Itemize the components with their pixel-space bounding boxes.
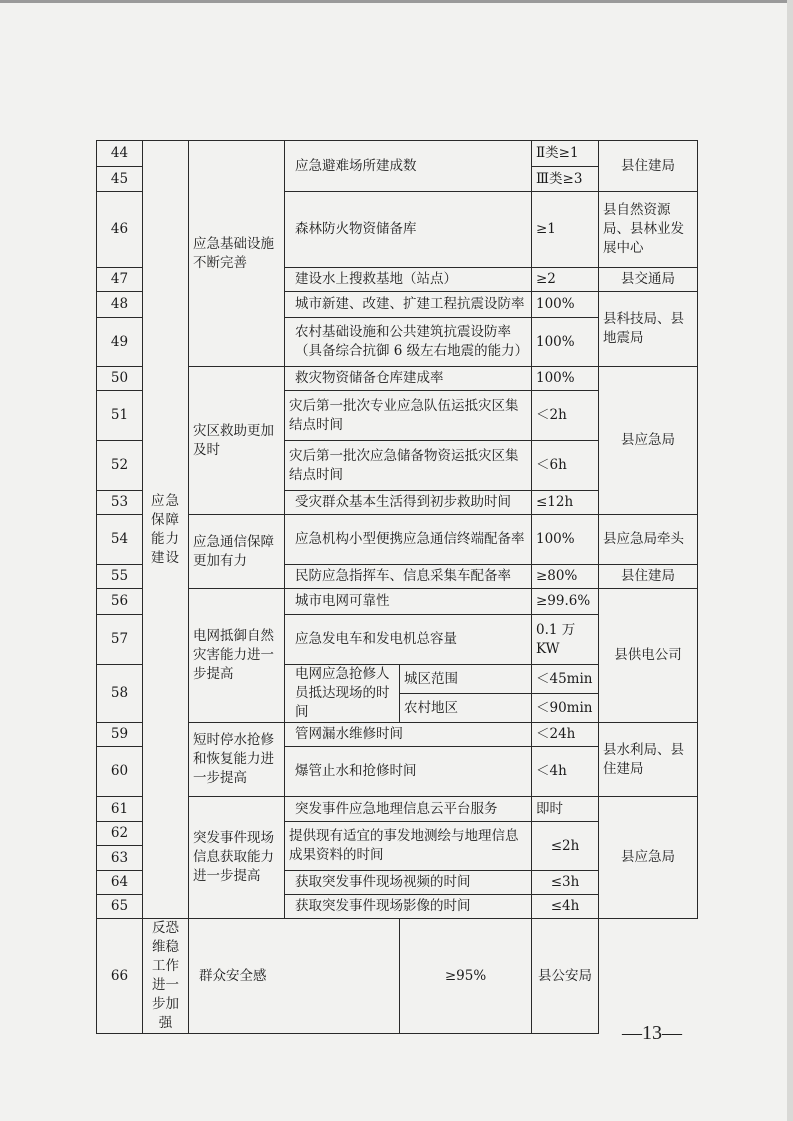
department-cell: 县供电公司 [599,589,698,723]
department-cell: 县应急局牵头 [599,515,698,565]
indicator-cell: 电网应急抢修人员抵达现场的时间 [285,665,400,723]
target-cell: Ⅱ类≥1 [532,141,599,167]
indicator-cell: 城市电网可靠性 [285,589,532,615]
target-cell: Ⅲ类≥3 [532,167,599,192]
indicator-cell: 建设水上搜救基地（站点） [285,268,532,292]
target-cell: 即时 [532,797,599,822]
indicator-cell: 应急发电车和发电机总容量 [285,615,532,665]
target-cell: ＜90min [532,694,599,723]
target-cell: ≥99.6% [532,589,599,615]
subcategory-cell: 电网抵御自然灾害能力进一步提高 [189,589,285,723]
subcategory-cell: 应急基础设施不断完善 [189,141,285,367]
department-cell: 县住建局 [599,141,698,192]
row-number: 47 [97,268,143,292]
target-cell: ≥2 [532,268,599,292]
department-cell: 县应急局 [599,367,698,515]
department-cell: 县住建局 [599,565,698,589]
row-number: 64 [97,871,143,895]
indicator-cell: 救灾物资储备仓库建成率 [285,367,532,391]
subcategory-cell: 短时停水抢修和恢复能力进一步提高 [189,723,285,797]
target-cell: ≥95% [400,919,532,1034]
subcategory-cell: 反恐维稳工作进一步加强 [143,919,189,1034]
target-cell: ＜6h [532,441,599,491]
row-number: 60 [97,747,143,797]
indicator-cell: 灾后第一批次应急储备物资运抵灾区集结点时间 [285,441,532,491]
target-cell: ＜45min [532,665,599,694]
indicator-cell: 应急避难场所建成数 [285,141,532,192]
indicator-cell: 获取突发事件现场影像的时间 [285,895,532,919]
subcategory-cell: 应急通信保障更加有力 [189,515,285,589]
indicator-cell: 灾后第一批次专业应急队伍运抵灾区集结点时间 [285,391,532,441]
target-cell: 100% [532,367,599,391]
target-cell: 0.1 万 KW [532,615,599,665]
row-number: 45 [97,167,143,192]
indicator-cell: 应急机构小型便携应急通信终端配备率 [285,515,532,565]
indicator-cell: 民防应急指挥车、信息采集车配备率 [285,565,532,589]
category-cell: 应急保障能力建设 [143,141,189,919]
indicator-cell: 爆管止水和抢修时间 [285,747,532,797]
indicator-table [96,140,698,1034]
row-number: 61 [97,797,143,822]
table-row [97,919,698,1034]
row-number: 55 [97,565,143,589]
indicator-cell: 森林防火物资储备库 [285,192,532,268]
department-cell: 县交通局 [599,268,698,292]
target-cell: ≤3h [532,871,599,895]
target-cell: 100% [532,318,599,367]
table-row [97,141,698,167]
row-number: 52 [97,441,143,491]
row-number: 48 [97,292,143,318]
indicator-cell: 突发事件应急地理信息云平台服务 [285,797,532,822]
page-number: —13— [622,1022,682,1044]
subcategory-cell: 灾区救助更加及时 [189,367,285,515]
department-cell: 县自然资源局、县林业发展中心 [599,192,698,268]
row-number: 46 [97,192,143,268]
row-number: 62 [97,822,143,846]
target-cell: ≤12h [532,491,599,515]
page-top-edge [0,0,793,3]
indicator-cell: 管网漏水维修时间 [285,723,532,747]
row-number: 44 [97,141,143,167]
target-cell: 100% [532,515,599,565]
page-right-edge [787,0,793,1121]
indicator-cell: 群众安全感 [189,919,400,1034]
row-number: 56 [97,589,143,615]
department-cell: 县公安局 [532,919,599,1034]
indicator-cell: 提供现有适宜的事发地测绘与地理信息成果资料的时间 [285,822,532,871]
subcategory-cell: 突发事件现场信息获取能力进一步提高 [189,797,285,919]
row-number: 53 [97,491,143,515]
target-cell: 100% [532,292,599,318]
region-cell: 农村地区 [400,694,532,723]
row-number: 49 [97,318,143,367]
target-cell: ≤2h [532,822,599,871]
indicator-cell: 农村基础设施和公共建筑抗震设防率（具备综合抗御 6 级左右地震的能力） [285,318,532,367]
target-cell: ≥80% [532,565,599,589]
indicator-cell: 受灾群众基本生活得到初步救助时间 [285,491,532,515]
row-number: 51 [97,391,143,441]
row-number: 50 [97,367,143,391]
indicator-cell: 获取突发事件现场视频的时间 [285,871,532,895]
department-cell: 县水利局、县住建局 [599,723,698,797]
target-cell: ＜24h [532,723,599,747]
indicator-cell: 城市新建、改建、扩建工程抗震设防率 [285,292,532,318]
row-number: 63 [97,846,143,871]
target-cell: ≥1 [532,192,599,268]
department-cell: 县科技局、县地震局 [599,292,698,367]
target-cell: ＜4h [532,747,599,797]
department-cell: 县应急局 [599,797,698,919]
row-number: 66 [97,919,143,1034]
row-number: 54 [97,515,143,565]
row-number: 57 [97,615,143,665]
row-number: 59 [97,723,143,747]
target-cell: ≤4h [532,895,599,919]
target-cell: ＜2h [532,391,599,441]
row-number: 58 [97,665,143,723]
region-cell: 城区范围 [400,665,532,694]
row-number: 65 [97,895,143,919]
